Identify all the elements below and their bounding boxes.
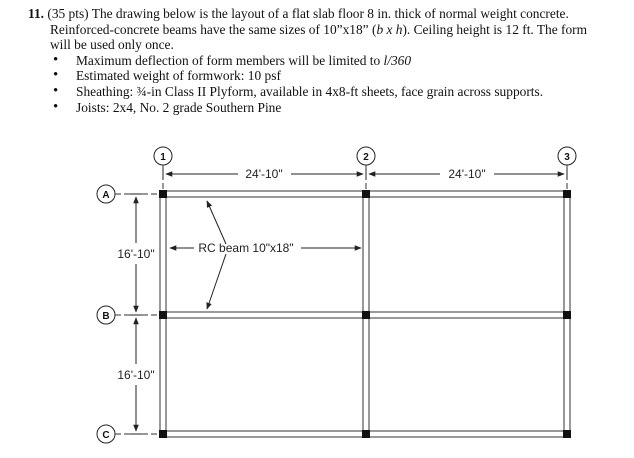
dimension-bay-1 [117,194,154,312]
problem-line-3: will be used only once. [50,37,174,53]
grid-column-1-label: 1 [160,152,166,163]
dimension-span-1-label: 24'-10" [245,167,283,181]
bullet-emphasis: l/360 [383,52,412,68]
problem-line-2b: ). Ceiling height is 12 ft. The form [402,21,588,37]
grid-row-c [97,425,161,443]
problem-line-2a: Reinforced-concrete beams have the same sizes of 10”x18” ( [50,21,377,37]
column-a3 [563,190,571,198]
grid-column-3-label: 3 [564,152,570,163]
bullet-text: Estimated weight of formwork: 10 psf [76,68,281,84]
beam-callout-label: RC beam 10"x18" [198,241,294,255]
grid-row-a-label: A [102,190,110,201]
dimension-bay-2 [117,315,154,434]
dimension-bay-1-label: 16'-10" [117,247,155,261]
column-a1 [159,190,167,198]
grid-row-a [97,185,161,203]
column-a2 [362,190,370,198]
grid-row-b [97,306,161,324]
bullet-text: Maximum deflection of form members will be limited to [76,52,384,68]
grid-row-c-label: C [102,430,110,441]
column-b1 [159,311,167,319]
beam-callout [170,201,361,309]
column-b3 [563,311,571,319]
columns [159,190,571,438]
grid-column-2-label: 2 [363,152,369,163]
column-c3 [563,430,571,438]
bullet-text: Joists: 2x4, No. 2 grade Southern Pine [76,99,282,115]
dimension-span-1 [163,167,363,181]
column-c2 [362,430,370,438]
column-b2 [362,311,370,319]
problem-bxh: b x h [376,21,403,37]
dimension-span-2-label: 24'-10" [448,167,486,181]
dimension-span-2 [366,167,567,181]
problem-line-1: The drawing below is the layout of a flat slab floor 8 in. thick of normal weight concrete. [88,6,569,21]
problem-points: (35 pts) [47,6,89,21]
problem-number: 11. [28,6,44,21]
grid-row-b-label: B [102,311,110,322]
bullet-text: Sheathing: ¾-in Class II Plyform, available in 4x8-ft sheets, face grain across supports. [76,83,544,99]
column-c1 [159,430,167,438]
dimension-bay-2-label: 16'-10" [117,368,155,382]
